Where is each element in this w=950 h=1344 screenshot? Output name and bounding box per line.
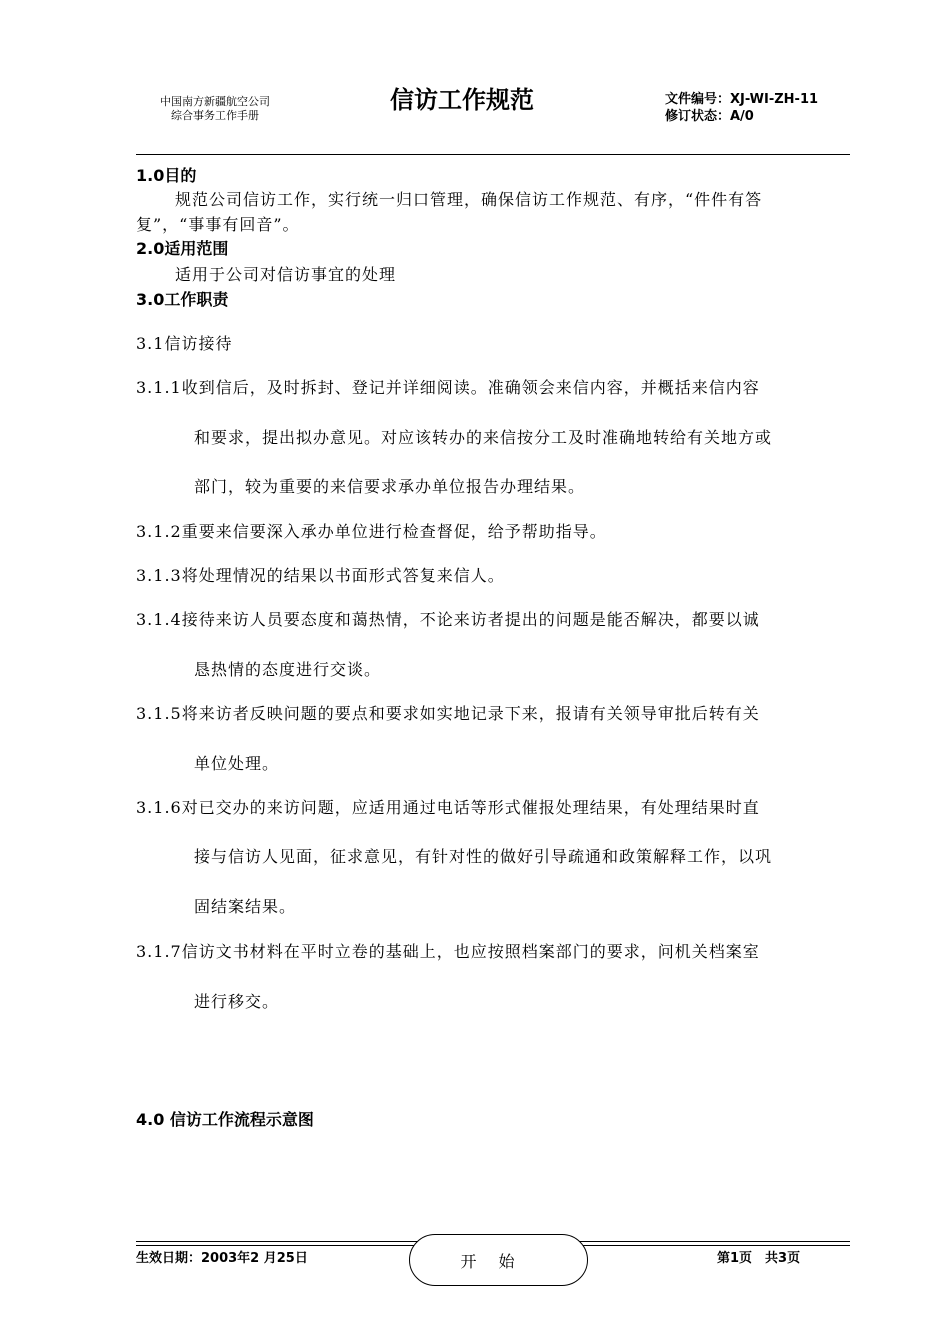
section-2-para: 适用于公司对信访事宜的处理 bbox=[175, 265, 397, 284]
company-name bbox=[150, 95, 280, 123]
flowchart-start-label: 开始 bbox=[460, 1251, 537, 1271]
section-1-heading: 1.0目的 bbox=[136, 166, 197, 185]
revision-status: 修订状态：A/0 bbox=[665, 109, 754, 124]
item-3-1-4-line1: 3.1.4接待来访人员要态度和蔼热情，不论来访者提出的问题是能否解决，都要以诚 bbox=[136, 610, 760, 629]
company-name-line2: 综合事务工作手册 bbox=[171, 109, 259, 122]
section-3-heading: 3.0工作职责 bbox=[136, 290, 229, 309]
section-4-heading: 4.0 信访工作流程示意图 bbox=[136, 1110, 314, 1129]
item-3-1-6-line3: 固结案结果。 bbox=[194, 897, 297, 916]
item-3-1-1-line1: 3.1.1收到信后，及时拆封、登记并详细阅读。准确领会来信内容，并概括来信内容 bbox=[136, 378, 760, 397]
item-3-1-6-line1: 3.1.6对已交办的来访问题，应适用通过电话等形式催报处理结果，有处理结果时直 bbox=[136, 798, 760, 817]
item-3-1-4-line2: 恳热情的态度进行交谈。 bbox=[194, 660, 382, 679]
item-3-1-7-line1: 3.1.7信访文书材料在平时立卷的基础上，也应按照档案部门的要求，问机关档案室 bbox=[136, 942, 760, 961]
section-1-para-line2: 复”，“事事有回音”。 bbox=[136, 215, 300, 234]
document-meta bbox=[665, 91, 818, 125]
effective-date: 生效日期：2003年2 月25日 bbox=[136, 1251, 308, 1266]
flowchart-start-node bbox=[409, 1234, 588, 1286]
item-3-1-7-line2: 进行移交。 bbox=[194, 992, 280, 1011]
document-title: 信访工作规范 bbox=[390, 86, 534, 114]
doc-number: 文件编号：XJ-WI-ZH-11 bbox=[665, 92, 819, 107]
item-3-1-2: 3.1.2重要来信要深入承办单位进行检查督促，给予帮助指导。 bbox=[136, 522, 607, 541]
item-3-1-1-line2: 和要求，提出拟办意见。对应该转办的来信按分工及时准确地转给有关地方或 bbox=[194, 428, 773, 447]
subsection-3-1: 3.1信访接待 bbox=[136, 334, 233, 353]
page-number: 第1页 共3页 bbox=[717, 1251, 801, 1266]
header-divider bbox=[136, 154, 850, 155]
item-3-1-5-line2: 单位处理。 bbox=[194, 754, 280, 773]
item-3-1-1-line3: 部门，较为重要的来信要求承办单位报告办理结果。 bbox=[194, 477, 586, 496]
item-3-1-6-line2: 接与信访人见面，征求意见，有针对性的做好引导疏通和政策解释工作，以巩 bbox=[194, 847, 773, 866]
company-name-line1: 中国南方新疆航空公司 bbox=[160, 95, 270, 108]
section-1-para-line1: 规范公司信访工作，实行统一归口管理，确保信访工作规范、有序，“件件有答 bbox=[175, 190, 763, 209]
item-3-1-5-line1: 3.1.5将来访者反映问题的要点和要求如实地记录下来，报请有关领导审批后转有关 bbox=[136, 704, 760, 723]
section-2-heading: 2.0适用范围 bbox=[136, 239, 229, 258]
item-3-1-3: 3.1.3将处理情况的结果以书面形式答复来信人。 bbox=[136, 566, 505, 585]
